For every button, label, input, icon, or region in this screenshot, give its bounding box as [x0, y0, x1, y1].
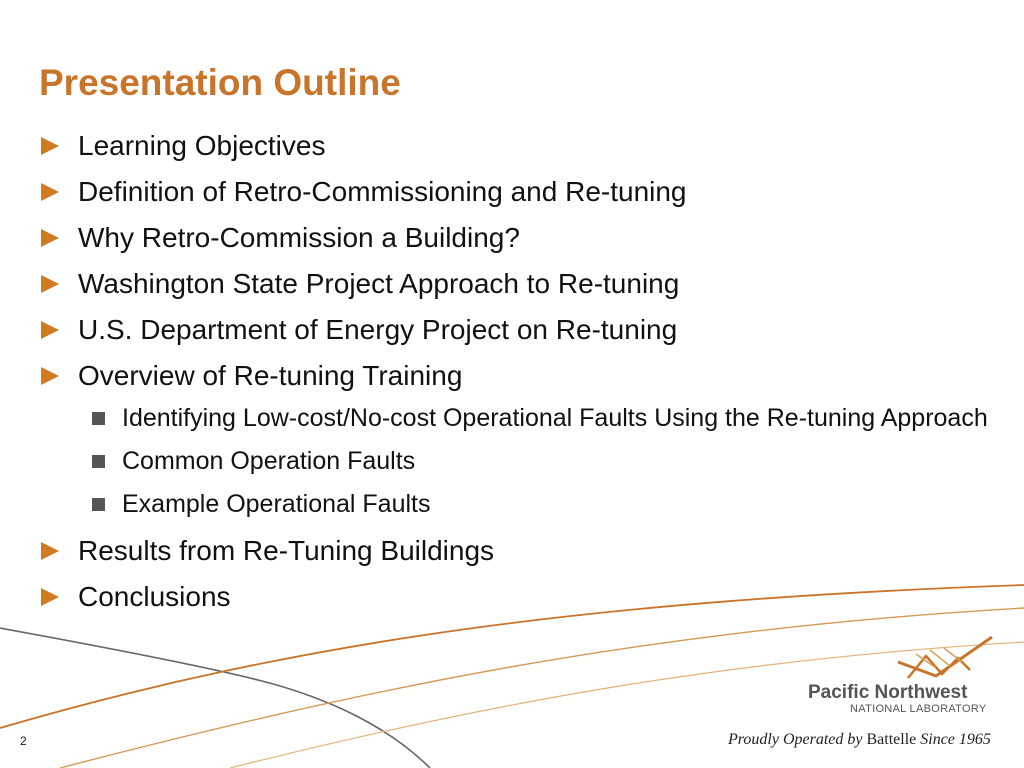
triangle-bullet-icon	[40, 126, 78, 166]
bullet-text: Definition of Retro-Commissioning and Re-tuning	[78, 176, 687, 207]
sub-bullet-item	[88, 402, 1024, 435]
bullet-text: Washington State Project Approach to Re-tuning	[78, 268, 680, 299]
bullet-item	[40, 126, 1000, 166]
square-bullet-icon	[88, 488, 122, 521]
logo-subtitle: NATIONAL LABORATORY	[850, 703, 987, 715]
bullet-item	[40, 264, 1000, 304]
tagline	[728, 731, 991, 749]
bullet-text: Why Retro-Commission a Building?	[78, 222, 520, 253]
triangle-bullet-icon	[40, 356, 78, 396]
tagline-brand: Battelle	[866, 731, 917, 748]
triangle-bullet-icon	[40, 310, 78, 350]
logo-title: Pacific Northwest	[808, 682, 968, 703]
triangle-bullet-icon	[40, 577, 78, 617]
pnnl-roof-logo-icon	[896, 634, 996, 684]
swoosh-line-gray	[0, 628, 430, 768]
triangle-bullet-icon	[40, 531, 78, 571]
bullet-text: Overview of Re-tuning Training	[78, 360, 463, 391]
square-bullet-icon	[88, 402, 122, 435]
page-number: 2	[20, 734, 27, 748]
bullet-text: U.S. Department of Energy Project on Re-tuning	[78, 314, 678, 345]
slide-title: Presentation Outline	[39, 62, 401, 103]
bullet-item	[40, 356, 1000, 396]
triangle-bullet-icon	[40, 218, 78, 258]
tagline-prefix: Proudly Operated by	[728, 731, 867, 748]
square-bullet-icon	[88, 445, 122, 478]
sub-bullet-text: Example Operational Faults	[122, 490, 431, 518]
sub-bullet-text: Common Operation Faults	[122, 447, 416, 475]
bullet-item	[40, 310, 1000, 350]
sub-bullet-item	[88, 488, 1024, 521]
bullet-list	[40, 126, 1000, 623]
sub-bullet-text: Identifying Low-cost/No-cost Operational Faults Using the Re-tuning Approach	[122, 404, 988, 432]
triangle-bullet-icon	[40, 264, 78, 304]
bullet-item	[40, 172, 1000, 212]
sub-bullet-item	[88, 445, 1024, 478]
bullet-item	[40, 577, 1000, 617]
triangle-bullet-icon	[40, 172, 78, 212]
tagline-suffix: Since 1965	[916, 731, 991, 748]
bullet-item	[40, 531, 1000, 571]
bullet-text: Results from Re-Tuning Buildings	[78, 535, 495, 566]
bullet-text: Conclusions	[78, 581, 231, 612]
bullet-item	[40, 218, 1000, 258]
bullet-text: Learning Objectives	[78, 130, 326, 161]
